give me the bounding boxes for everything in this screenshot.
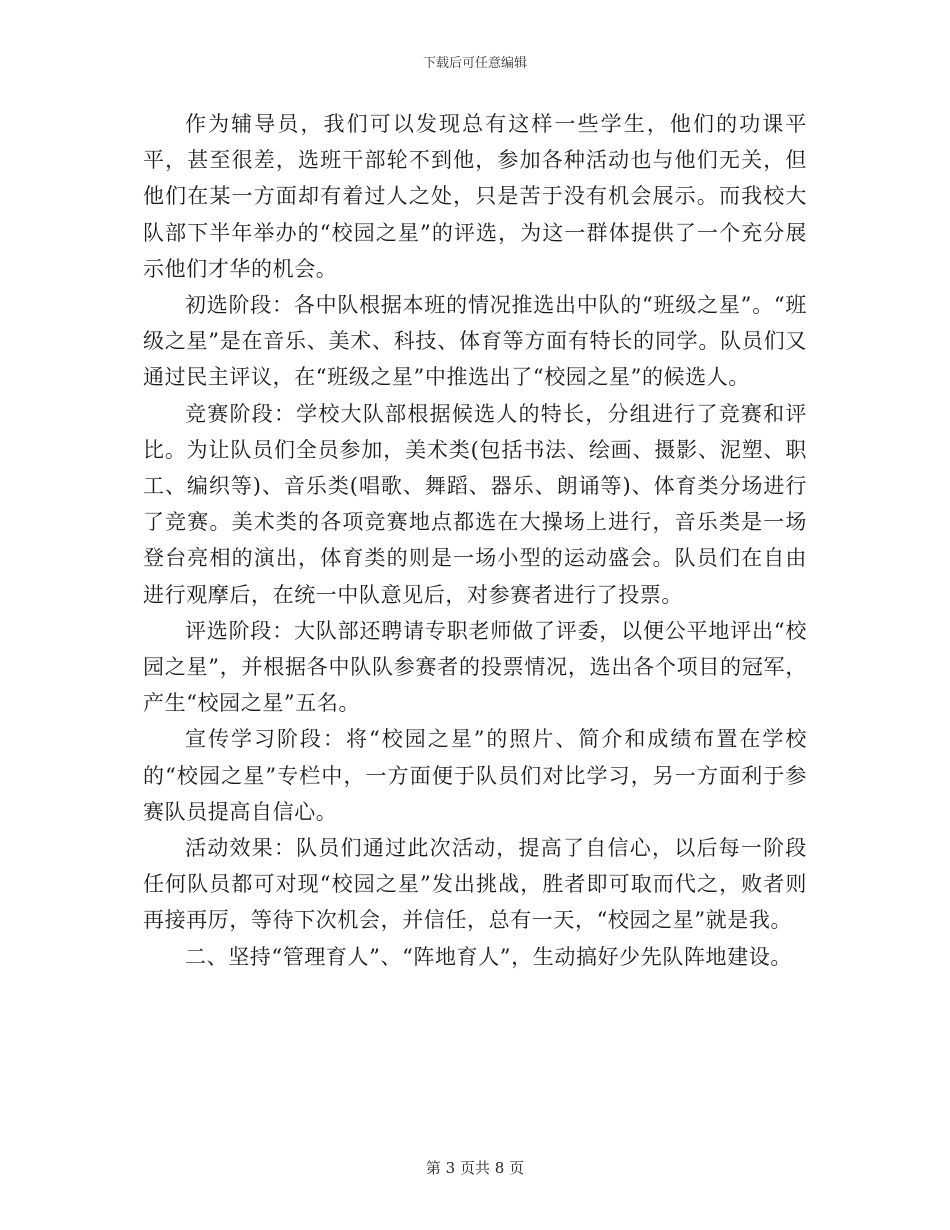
paragraph-publicity-stage: 宣传学习阶段：将“校园之星”的照片、简介和成绩布置在学校的“校园之星”专栏中，一方面便于队员们对比学习，另一方面利于参赛队员提高自信心。	[143, 727, 807, 824]
paragraph-selection-stage: 评选阶段：大队部还聘请专职老师做了评委，以便公平地评出“校园之星”，并根据各中队队参赛者的投票情况，选出各个项目的冠军，产生“校园之星”五名。	[143, 618, 807, 716]
page-header: 下载后可任意编辑	[422, 56, 527, 71]
paragraph-counselor-intro: 作为辅导员，我们可以发现总有这样一些学生，他们的功课平平，甚至很差，选班干部轮不到他，参加各种活动也与他们无关，但他们在某一方面却有着过人之处，只是苦于没有机会展示。而我校大队部下半年举办的“校园之星”的评选，为这一群体提供了一个充分展示他们才华的机会。	[143, 112, 807, 281]
paragraph-preliminary-stage: 初选阶段：各中队根据本班的情况推选出中队的“班级之星”。“班级之星”是在音乐、美术、科技、体育等方面有特长的同学。队员们又通过民主评议，在“班级之星”中推选出了“校园之星”的候选人。	[143, 293, 807, 390]
paragraph-competition-stage: 竞赛阶段：学校大队部根据候选人的特长，分组进行了竞赛和评比。为让队员们全员参加，美术类(包括书法、绘画、摄影、泥塑、职工、编织等)、音乐类(唱歌、舞蹈、器乐、朗诵等)、体育类分场进行了竞赛。美术类的各项竞赛地点都选在大操场上进行，音乐类是一场登台亮相的演出，体育类的则是一场小型的运动盛会。队员们在自由进行观摩后，在统一中队意见后，对参赛者进行了投票。	[143, 401, 807, 607]
paragraph-section-two-heading: 二、坚持“管理育人”、“阵地育人”，生动搞好少先队阵地建设。	[185, 944, 792, 969]
document-body	[143, 106, 807, 975]
page-number-footer: 第 3 页共 8 页	[425, 1159, 525, 1177]
paragraph-activity-effect: 活动效果：队员们通过此次活动，提高了自信心，以后每一阶段任何队员都可对现“校园之星”发出挑战，胜者即可取而代之，败者则再接再厉，等待下次机会，并信任，总有一天，“校园之星”就是我。	[143, 836, 807, 933]
